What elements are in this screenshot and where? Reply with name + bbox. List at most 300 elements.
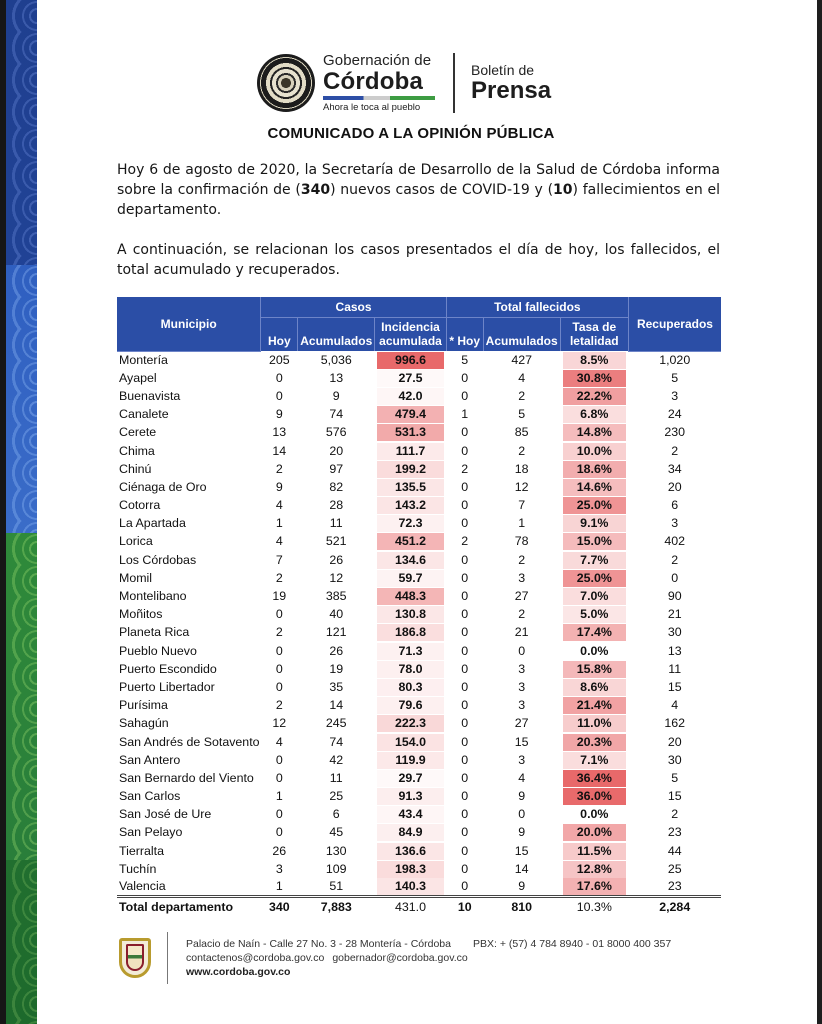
table-row <box>117 733 721 751</box>
cell-fall-acumulados: 85 <box>514 425 529 440</box>
cell-municipio: Puerto Libertador <box>119 679 215 694</box>
fatality-rate-value: 8.6% <box>563 679 626 696</box>
cell-fall-hoy: 0 <box>461 425 469 440</box>
bulletin-line1: Boletín de <box>471 62 535 78</box>
cell-municipio: Montería <box>119 352 168 367</box>
cell-fall-hoy: 0 <box>461 607 469 622</box>
cell-fall-acumulados: 810 <box>483 897 560 917</box>
incidence-value: 27.5 <box>377 370 444 387</box>
table-row <box>117 424 721 442</box>
org-line2: Córdoba <box>323 68 424 95</box>
cell-casos-acumulados: 42 <box>329 752 344 767</box>
fatality-rate-value: 17.4% <box>563 624 626 641</box>
cell-fall-hoy: 2 <box>461 461 469 476</box>
cell-casos-hoy: 0 <box>275 752 283 767</box>
cell-casos-acumulados: 7,883 <box>298 897 375 917</box>
cell-incidencia <box>375 442 447 460</box>
footer-divider <box>167 932 168 984</box>
cell-casos-hoy: 4 <box>275 534 283 549</box>
header-municipio: Municipio <box>117 297 261 351</box>
cell-fall-hoy: 0 <box>461 752 469 767</box>
cell-fall-hoy: 0 <box>461 734 469 749</box>
cell-incidencia <box>375 715 447 733</box>
intro-paragraph-2: A continuación, se relacionan los casos presentados el día de hoy, los fallecidos, el total acumulado y recuperados. <box>117 242 720 278</box>
fatality-rate-value: 10.0% <box>563 443 626 460</box>
table-row <box>117 715 721 733</box>
page-edge-right <box>817 0 822 1024</box>
cell-recuperados: 15 <box>667 679 682 694</box>
cell-fall-hoy: 0 <box>461 516 469 531</box>
cell-casos-acumulados: 11 <box>329 516 343 531</box>
cell-tasa <box>560 606 628 624</box>
intro-paragraph <box>117 160 720 220</box>
cell-casos-hoy: 0 <box>275 770 283 785</box>
incidence-value: 119.9 <box>377 752 444 769</box>
cell-fall-hoy: 0 <box>461 807 469 822</box>
cell-recuperados: 13 <box>667 643 682 658</box>
cell-incidencia <box>375 387 447 405</box>
cell-recuperados: 6 <box>671 498 679 513</box>
cell-recuperados: 20 <box>667 734 682 749</box>
cell-tasa <box>560 533 628 551</box>
decorative-strip-green-dark <box>6 860 37 1024</box>
cell-fall-acumulados: 4 <box>518 770 526 785</box>
cell-fall-acumulados: 78 <box>514 534 529 549</box>
cell-tasa <box>560 515 628 533</box>
cell-municipio: Tierralta <box>119 843 164 858</box>
incidence-value: 448.3 <box>377 588 444 605</box>
cell-fall-hoy: 0 <box>461 625 469 640</box>
cell-tasa <box>560 587 628 605</box>
cell-fall-hoy: 10 <box>446 897 483 917</box>
cell-incidencia <box>375 351 447 369</box>
cell-fall-acumulados: 427 <box>511 352 533 367</box>
bulletin-line2: Prensa <box>471 77 552 104</box>
cell-municipio: Ayapel <box>119 370 157 385</box>
cell-tasa <box>560 424 628 442</box>
org-line1: Gobernación de <box>323 52 432 69</box>
cell-incidencia <box>375 860 447 878</box>
cell-tasa <box>560 733 628 751</box>
incidence-value: 136.6 <box>377 843 444 860</box>
fatality-rate-value: 5.0% <box>563 606 626 623</box>
cell-municipio: Canalete <box>119 407 169 422</box>
cell-municipio: Pueblo Nuevo <box>119 643 197 658</box>
cell-incidencia: 431.0 <box>375 897 447 917</box>
table-row <box>117 442 721 460</box>
header-casos-acumulados: Acumulados <box>298 317 375 351</box>
cell-fall-acumulados: 18 <box>514 461 529 476</box>
cell-fall-acumulados: 5 <box>518 407 526 422</box>
coat-of-arms-icon <box>119 938 151 978</box>
footer <box>117 932 717 984</box>
fatality-rate-value: 8.5% <box>563 352 626 369</box>
incidence-value: 130.8 <box>377 606 444 623</box>
cell-recuperados: 162 <box>664 716 686 731</box>
table-row <box>117 678 721 696</box>
table-row <box>117 660 721 678</box>
cell-recuperados: 11 <box>668 661 682 676</box>
cell-municipio: Cotorra <box>119 498 161 513</box>
header-total-fallecidos: Total fallecidos <box>446 297 628 317</box>
fatality-rate-value: 20.0% <box>563 824 626 841</box>
table-row <box>117 788 721 806</box>
incidence-value: 91.3 <box>377 788 444 805</box>
cell-tasa <box>560 715 628 733</box>
cell-recuperados: 2 <box>671 807 679 822</box>
cell-tasa <box>560 878 628 897</box>
cell-fall-hoy: 0 <box>461 861 469 876</box>
org-slogan: Ahora le toca al pueblo <box>323 102 421 113</box>
fatality-rate-value: 12.8% <box>563 861 626 878</box>
cell-casos-hoy: 7 <box>275 552 283 567</box>
cell-recuperados: 20 <box>667 479 682 494</box>
cell-municipio: Momil <box>119 570 153 585</box>
cell-municipio: Planeta Rica <box>119 625 190 640</box>
cell-incidencia <box>375 587 447 605</box>
cell-fall-hoy: 0 <box>461 370 469 385</box>
cell-incidencia <box>375 806 447 824</box>
cell-incidencia <box>375 678 447 696</box>
cell-casos-hoy: 12 <box>272 716 287 731</box>
intro-text-3: ) fallecimientos en el departamento. <box>117 182 721 218</box>
header-casos-hoy: Hoy <box>261 317 298 351</box>
cell-casos-hoy: 26 <box>272 843 287 858</box>
cell-casos-acumulados: 121 <box>325 625 347 640</box>
cell-casos-acumulados: 385 <box>325 589 347 604</box>
cell-casos-hoy: 4 <box>275 734 283 749</box>
fatality-rate-value: 18.6% <box>563 461 626 478</box>
cell-incidencia <box>375 478 447 496</box>
footer-contact <box>186 937 671 979</box>
incidence-value: 29.7 <box>377 770 444 787</box>
cell-recuperados: 23 <box>667 825 682 840</box>
new-cases-count: 340 <box>300 182 331 198</box>
table-row <box>117 515 721 533</box>
cell-recuperados: 15 <box>667 789 682 804</box>
cell-casos-acumulados: 40 <box>329 607 344 622</box>
header-fall-hoy: * Hoy <box>446 317 483 351</box>
table-row <box>117 806 721 824</box>
cell-casos-hoy: 4 <box>275 498 283 513</box>
incidence-value: 154.0 <box>377 734 444 751</box>
incidence-value: 996.6 <box>377 352 444 369</box>
cell-casos-hoy: 14 <box>272 443 287 458</box>
cell-municipio: San José de Ure <box>119 807 212 822</box>
incidence-value: 42.0 <box>377 388 444 405</box>
cell-casos-acumulados: 82 <box>329 479 344 494</box>
cell-casos-hoy: 1 <box>275 516 283 531</box>
fatality-rate-value: 14.6% <box>563 479 626 496</box>
cell-incidencia <box>375 497 447 515</box>
table-row <box>117 587 721 605</box>
cell-municipio: Montelibano <box>119 589 187 604</box>
cell-tasa <box>560 860 628 878</box>
decorative-strip-blue-light <box>6 265 37 533</box>
cell-recuperados: 3 <box>671 516 679 531</box>
fatality-rate-value: 14.8% <box>563 424 626 441</box>
cell-municipio: Chima <box>119 443 155 458</box>
incidence-value: 479.4 <box>377 406 444 423</box>
cell-incidencia <box>375 642 447 660</box>
cell-tasa <box>560 442 628 460</box>
fatality-rate-value: 22.2% <box>563 388 626 405</box>
cell-incidencia <box>375 660 447 678</box>
fatality-rate-value: 7.0% <box>563 588 626 605</box>
header-fall-acumulados: Acumulados <box>483 317 560 351</box>
cell-incidencia <box>375 533 447 551</box>
cell-incidencia <box>375 751 447 769</box>
cell-casos-hoy: 0 <box>275 679 283 694</box>
cell-fall-acumulados: 2 <box>518 388 526 403</box>
cell-recuperados: 44 <box>667 843 682 858</box>
cell-fall-hoy: 0 <box>461 770 469 785</box>
table-row <box>117 751 721 769</box>
cell-recuperados: 2 <box>671 443 679 458</box>
footer-email-contact[interactable]: contactenos@cordoba.gov.co <box>186 952 325 964</box>
cell-fall-acumulados: 1 <box>518 516 526 531</box>
incidence-value: 79.6 <box>377 697 444 714</box>
fatality-rate-value: 6.8% <box>563 406 626 423</box>
intro-text-1: Hoy 6 de agosto de 2020, la Secretaría de Desarrollo de la Salud de Córdoba informa sobre la confirmación de ( <box>117 162 720 198</box>
cell-municipio: Valencia <box>119 879 166 894</box>
cell-fall-hoy: 0 <box>461 716 469 731</box>
cell-fall-acumulados: 7 <box>518 498 526 513</box>
cell-fall-hoy: 0 <box>461 643 469 658</box>
cell-municipio: San Andrés de Sotavento <box>119 734 260 749</box>
cell-recuperados: 0 <box>671 570 679 585</box>
cell-incidencia <box>375 515 447 533</box>
fatality-rate-value: 11.5% <box>563 843 626 860</box>
cell-casos-hoy: 9 <box>275 407 283 422</box>
incidence-value: 71.3 <box>377 643 444 660</box>
footer-phone: PBX: + (57) 4 784 8940 - 01 8000 400 357 <box>472 938 672 950</box>
cell-municipio: San Pelayo <box>119 825 183 840</box>
incidence-value: 59.7 <box>377 570 444 587</box>
intro-text-2: ) nuevos casos de COVID-19 y ( <box>330 182 554 198</box>
header-recuperados: Recuperados <box>628 297 721 351</box>
cell-recuperados: 5 <box>671 770 679 785</box>
footer-website[interactable]: www.cordoba.gov.co <box>186 966 291 978</box>
cell-tasa <box>560 842 628 860</box>
cell-tasa <box>560 824 628 842</box>
cell-casos-acumulados: 5,036 <box>320 352 352 367</box>
cell-casos-acumulados: 576 <box>325 425 347 440</box>
fatality-rate-value: 7.1% <box>563 752 626 769</box>
cell-fall-hoy: 0 <box>461 589 469 604</box>
cell-casos-hoy: 13 <box>272 425 287 440</box>
cell-municipio: Cerete <box>119 425 157 440</box>
fatality-rate-value: 0.0% <box>563 643 626 660</box>
fatality-rate-value: 15.0% <box>563 533 626 550</box>
cell-casos-acumulados: 74 <box>329 734 344 749</box>
table-row <box>117 460 721 478</box>
table-row <box>117 842 721 860</box>
cell-casos-hoy: 0 <box>275 807 283 822</box>
cell-casos-acumulados: 245 <box>325 716 347 731</box>
cell-incidencia <box>375 769 447 787</box>
cell-casos-acumulados: 14 <box>329 698 344 713</box>
cell-tasa <box>560 697 628 715</box>
cell-incidencia <box>375 569 447 587</box>
cell-casos-acumulados: 9 <box>332 388 340 403</box>
cell-incidencia <box>375 606 447 624</box>
cell-incidencia <box>375 406 447 424</box>
table-row <box>117 624 721 642</box>
incidence-value: 140.3 <box>377 878 444 895</box>
cell-tasa <box>560 660 628 678</box>
cell-fall-hoy: 0 <box>461 879 469 894</box>
cell-casos-acumulados: 97 <box>329 461 344 476</box>
cell-recuperados: 30 <box>667 752 682 767</box>
cell-fall-hoy: 5 <box>461 352 469 367</box>
cell-fall-acumulados: 0 <box>518 643 526 658</box>
table-row <box>117 860 721 878</box>
cell-fall-acumulados: 0 <box>518 807 526 822</box>
incidence-value: 111.7 <box>377 443 444 460</box>
cell-tasa <box>560 497 628 515</box>
cell-casos-acumulados: 26 <box>329 552 344 567</box>
cell-fall-acumulados: 15 <box>514 734 529 749</box>
cell-fall-hoy: 0 <box>461 843 469 858</box>
cell-fall-acumulados: 12 <box>514 479 529 494</box>
cell-fall-acumulados: 3 <box>518 679 526 694</box>
cell-fall-acumulados: 15 <box>514 843 529 858</box>
table-row <box>117 406 721 424</box>
cell-fall-hoy: 2 <box>461 534 469 549</box>
cell-incidencia <box>375 460 447 478</box>
cell-recuperados: 21 <box>667 607 682 622</box>
cell-municipio: Puerto Escondido <box>119 661 217 676</box>
fatality-rate-value: 25.0% <box>563 570 626 587</box>
cell-fall-hoy: 0 <box>461 661 469 676</box>
incidence-value: 134.6 <box>377 552 444 569</box>
cell-casos-acumulados: 19 <box>329 661 344 676</box>
cell-fall-acumulados: 14 <box>514 861 529 876</box>
table-row <box>117 369 721 387</box>
cell-casos-hoy: 0 <box>275 388 283 403</box>
incidence-value: 135.5 <box>377 479 444 496</box>
incidence-value: 78.0 <box>377 661 444 678</box>
cell-casos-acumulados: 35 <box>329 679 344 694</box>
incidence-value: 451.2 <box>377 533 444 550</box>
cell-recuperados: 30 <box>667 625 682 640</box>
cell-casos-hoy: 2 <box>275 698 283 713</box>
cell-recuperados: 5 <box>671 370 679 385</box>
cell-casos-acumulados: 45 <box>329 825 344 840</box>
cell-recuperados: 23 <box>667 879 682 894</box>
cell-fall-hoy: 0 <box>461 789 469 804</box>
cell-casos-hoy: 340 <box>261 897 298 917</box>
cell-incidencia <box>375 697 447 715</box>
cell-tasa <box>560 624 628 642</box>
cell-casos-hoy: 0 <box>275 661 283 676</box>
cell-incidencia <box>375 788 447 806</box>
cell-casos-acumulados: 109 <box>325 861 347 876</box>
page-title: COMUNICADO A LA OPINIÓN PÚBLICA <box>267 125 555 142</box>
cell-incidencia <box>375 733 447 751</box>
cell-municipio: La Apartada <box>119 516 186 531</box>
fatality-rate-value: 17.6% <box>563 878 626 895</box>
table-body <box>117 351 721 917</box>
cell-casos-acumulados: 521 <box>325 534 347 549</box>
cell-fall-acumulados: 9 <box>518 825 526 840</box>
cell-tasa <box>560 569 628 587</box>
cell-casos-acumulados: 13 <box>329 370 344 385</box>
cell-fall-acumulados: 2 <box>518 443 526 458</box>
cell-tasa <box>560 678 628 696</box>
cell-tasa <box>560 406 628 424</box>
cell-fall-hoy: 0 <box>461 825 469 840</box>
table-row <box>117 878 721 897</box>
fatality-rate-value: 21.4% <box>563 697 626 714</box>
cell-recuperados: 90 <box>667 589 682 604</box>
cell-recuperados: 25 <box>667 861 682 876</box>
cell-incidencia <box>375 878 447 897</box>
header-divider <box>453 53 455 113</box>
incidence-value: 43.4 <box>377 806 444 823</box>
incidence-value: 84.9 <box>377 824 444 841</box>
cell-fall-hoy: 0 <box>461 498 469 513</box>
fatality-rate-value: 25.0% <box>563 497 626 514</box>
cell-fall-acumulados: 9 <box>518 879 526 894</box>
cell-recuperados: 24 <box>667 407 682 422</box>
total-row <box>117 897 721 917</box>
header-incidencia: Incidencia acumulada <box>375 317 447 351</box>
cell-fall-acumulados: 3 <box>518 698 526 713</box>
incidence-value: 72.3 <box>377 515 444 532</box>
government-brand <box>323 53 435 113</box>
incidence-value: 198.3 <box>377 861 444 878</box>
footer-email-governor[interactable]: gobernador@cordoba.gov.co <box>332 952 468 964</box>
cell-municipio: Total departamento <box>117 897 261 917</box>
cell-fall-acumulados: 2 <box>518 607 526 622</box>
fatality-rate-value: 0.0% <box>563 806 626 823</box>
cell-recuperados: 1,020 <box>659 352 691 367</box>
cell-casos-hoy: 0 <box>275 370 283 385</box>
incidence-value: 80.3 <box>377 679 444 696</box>
covid-table <box>117 297 721 917</box>
cell-casos-acumulados: 74 <box>329 407 344 422</box>
cell-tasa <box>560 551 628 569</box>
cell-fall-acumulados: 9 <box>518 789 526 804</box>
cell-incidencia <box>375 369 447 387</box>
cell-tasa <box>560 351 628 369</box>
cell-recuperados: 4 <box>671 698 679 713</box>
cell-casos-hoy: 2 <box>275 570 283 585</box>
cell-casos-hoy: 3 <box>275 861 283 876</box>
cell-tasa <box>560 460 628 478</box>
cell-municipio: Lorica <box>119 534 153 549</box>
cell-fall-acumulados: 27 <box>514 589 529 604</box>
cell-recuperados: 230 <box>664 425 686 440</box>
table-row <box>117 533 721 551</box>
cell-municipio: San Antero <box>119 752 181 767</box>
fatality-rate-value: 7.7% <box>563 552 626 569</box>
cell-municipio: Los Córdobas <box>119 552 197 567</box>
cell-fall-hoy: 0 <box>461 570 469 585</box>
cell-casos-hoy: 19 <box>272 589 287 604</box>
table-row <box>117 769 721 787</box>
cell-municipio: Buenavista <box>119 388 181 403</box>
table-row <box>117 569 721 587</box>
letterhead <box>257 50 551 116</box>
cell-recuperados: 402 <box>664 534 686 549</box>
table-row <box>117 824 721 842</box>
cell-casos-hoy: 0 <box>275 643 283 658</box>
cell-tasa <box>560 806 628 824</box>
cell-incidencia <box>375 424 447 442</box>
